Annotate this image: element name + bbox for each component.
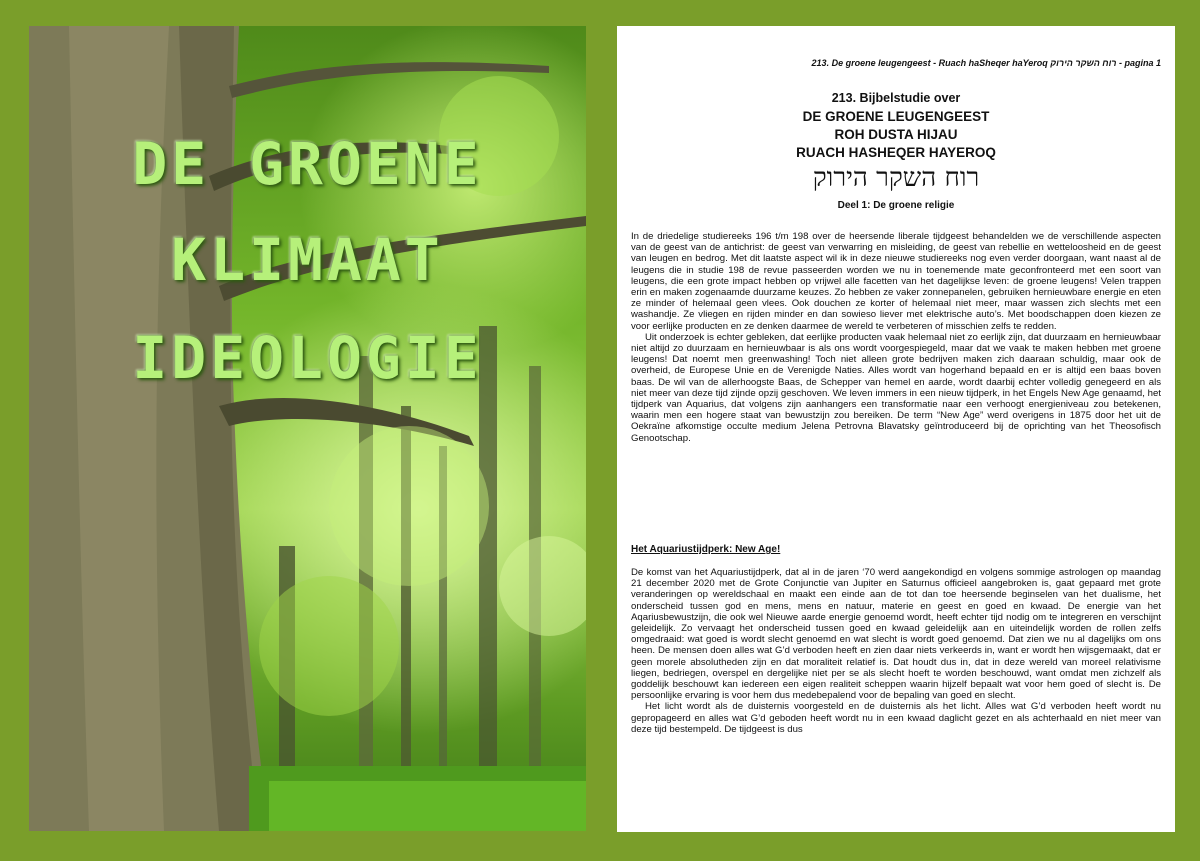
study-number: 213. Bijbelstudie over [831,91,961,105]
cover-title-line-3: IDEOLOGIE [132,324,483,392]
title-indonesian: ROH DUSTA HIJAU [834,127,958,142]
intro-text [631,231,1161,444]
paragraph: Het licht wordt als de duisternis voorgesteld en de duisternis als het licht. Alles wat G’d verboden heeft wordt nu gepropageerd en alles wat G’d geboden heeft wordt nu in een kwaad daglicht gezet en als achterhaald en niet meer van deze tijd bestempeld. De tijdgeest is dus [631,701,1161,735]
paragraph: De komst van het Aquariustijdperk, dat al in de jaren ‘70 werd aangekondigd en volgens sommige astrologen op maandag 21 december 2020 met de Grote Conjunctie van Jupiter en Saturnus officieel aangebroken is, gaat gepaard met grote veranderingen op wereldschaal en maakt een einde aan de tot dan toe heersende beginselen van het dualisme, het onderscheid tussen god en mens, mens en natuur, materie en geest en goed en kwaad. De energie van het Aqariusbewustzijn, die ook wel Nieuwe aarde energie genoemd wordt, heeft echter tijd nodig om te integreren en verschijnt geleidelijk. Zo vervaagt het onderscheid tussen goed en kwaad geleidelijk aan en uiteindelijk worden de rollen zelfs omgedraaid: wat goed is wordt slecht genoemd en wat slecht is wordt goed genoemd. Dat zien we nu al dagelijks om ons heen. De mensen doen alles wat G’d verboden heeft en zien daar niets verkeerds in, want er wordt hen wijsgemaakt, dat er geen morele absolutheden zijn en dat moraliteit relatief is. Dat houdt dus in, dat in deze wereld van moreel relativisme liegen, bedriegen, overspel en dergelijke niet per se als slecht hoeft te worden beschouwd, want omdat men zichzelf als goddelijk beschouwt kan iedereen een eigen realiteit scheppen waarin hijzelf bepaalt wat voor hem goed of slecht is. De persoonlijke ervaring is voor hem dus medebepalend voor de bepaling van goed en slecht. [631,567,1161,702]
title-dutch: DE GROENE LEUGENGEEST [802,109,990,124]
title-transliteration: RUACH HASHEQER HAYEROQ [796,145,996,160]
cover-title-line-1: DE GROENE [132,130,483,198]
cover-title-line-2: KLIMAAT [171,226,444,294]
document-page [617,26,1175,832]
title-hebrew: רוח השקר הירוק [812,163,980,193]
section-heading: Het Aquariustijdperk: New Age! [631,544,781,555]
book-cover [29,26,586,831]
part-title: Deel 1: De groene religie [837,200,955,211]
section-text [631,567,1161,735]
paragraph: In de driedelige studiereeks 196 t/m 198 over de heersende liberale tijdgeest behandelden we de verschillende aspecten van de geest van de antichrist: de geest van verwarring en misleiding, de geest van rebellie en wetteloosheid en de geest van leugen en bedrog. Met dit laatste aspect wil ik in deze nieuwe studiereeks nog even verder doorgaan, want naast al de leugens die in studie 198 de revue passeerden worden we nu in toenemende mate geconfronteerd met een soort van leugens, die een grote impact hebben op vrijwel alle facetten van het dagelijkse leven: de groene leugens! Velen trappen erin en maken zogenaamde duurzame keuzes. Zo hebben ze vaker zonnepanelen, gebruiken hernieuwbare energie en eten ze minder of helemaal geen vlees. Ook douchen ze korter of helemaal niet meer, maar wassen zich slechts met een washandje. Ze vliegen en rijden minder en dan sowieso liever met elektrische auto’s. Met boodschappen doen kiezen ze voor eerlijke producten en ze denken daarmee de wereld te verbeteren of misschien zelfs te redden. [631,231,1161,332]
page-header: 213. De groene leugengeest - Ruach haSheqer haYeroq רוח השקר הירוק - pagina 1 [811,58,1161,68]
paragraph: Uit onderzoek is echter gebleken, dat eerlijke producten vaak helemaal niet zo eerlijk zijn, dat duurzaam en hernieuwbaar niet altijd zo duurzaam en hernieuwbaar is als ons wordt voorgespiegeld, maar dat we vaak te maken hebben met groene leugens! Dat noemt men greenwashing! Toch niet alleen grote bedrijven maken zich daaraan schuldig, maar ook de overheid, de Europese Unie en de Verenigde Naties. Alles wordt van hogerhand bepaald en er is altijd een baas boven baas. De wil van de allerhoogste Baas, de Schepper van hemel en aarde, wordt daarbij echter volledig genegeerd en als niet meer van deze tijd zijnde opzij geschoven. We leven immers in een nieuw tijdperk, in het Engels New Age genaamd, het tijdperk van Aquarius, dat volgens zijn aanhangers een transformatie naar een verhoogt energieniveau zou betekenen, waarin men een hogere staat van bewustzijn zou bereiken. De term “New Age” werd overigens in 1875 door het uit de Oekraïne afkomstige occulte medium Jelena Petrovna Blavatsky geïntroduceerd bij de oprichting van het Theosofisch Genootschap. [631,331,1161,444]
